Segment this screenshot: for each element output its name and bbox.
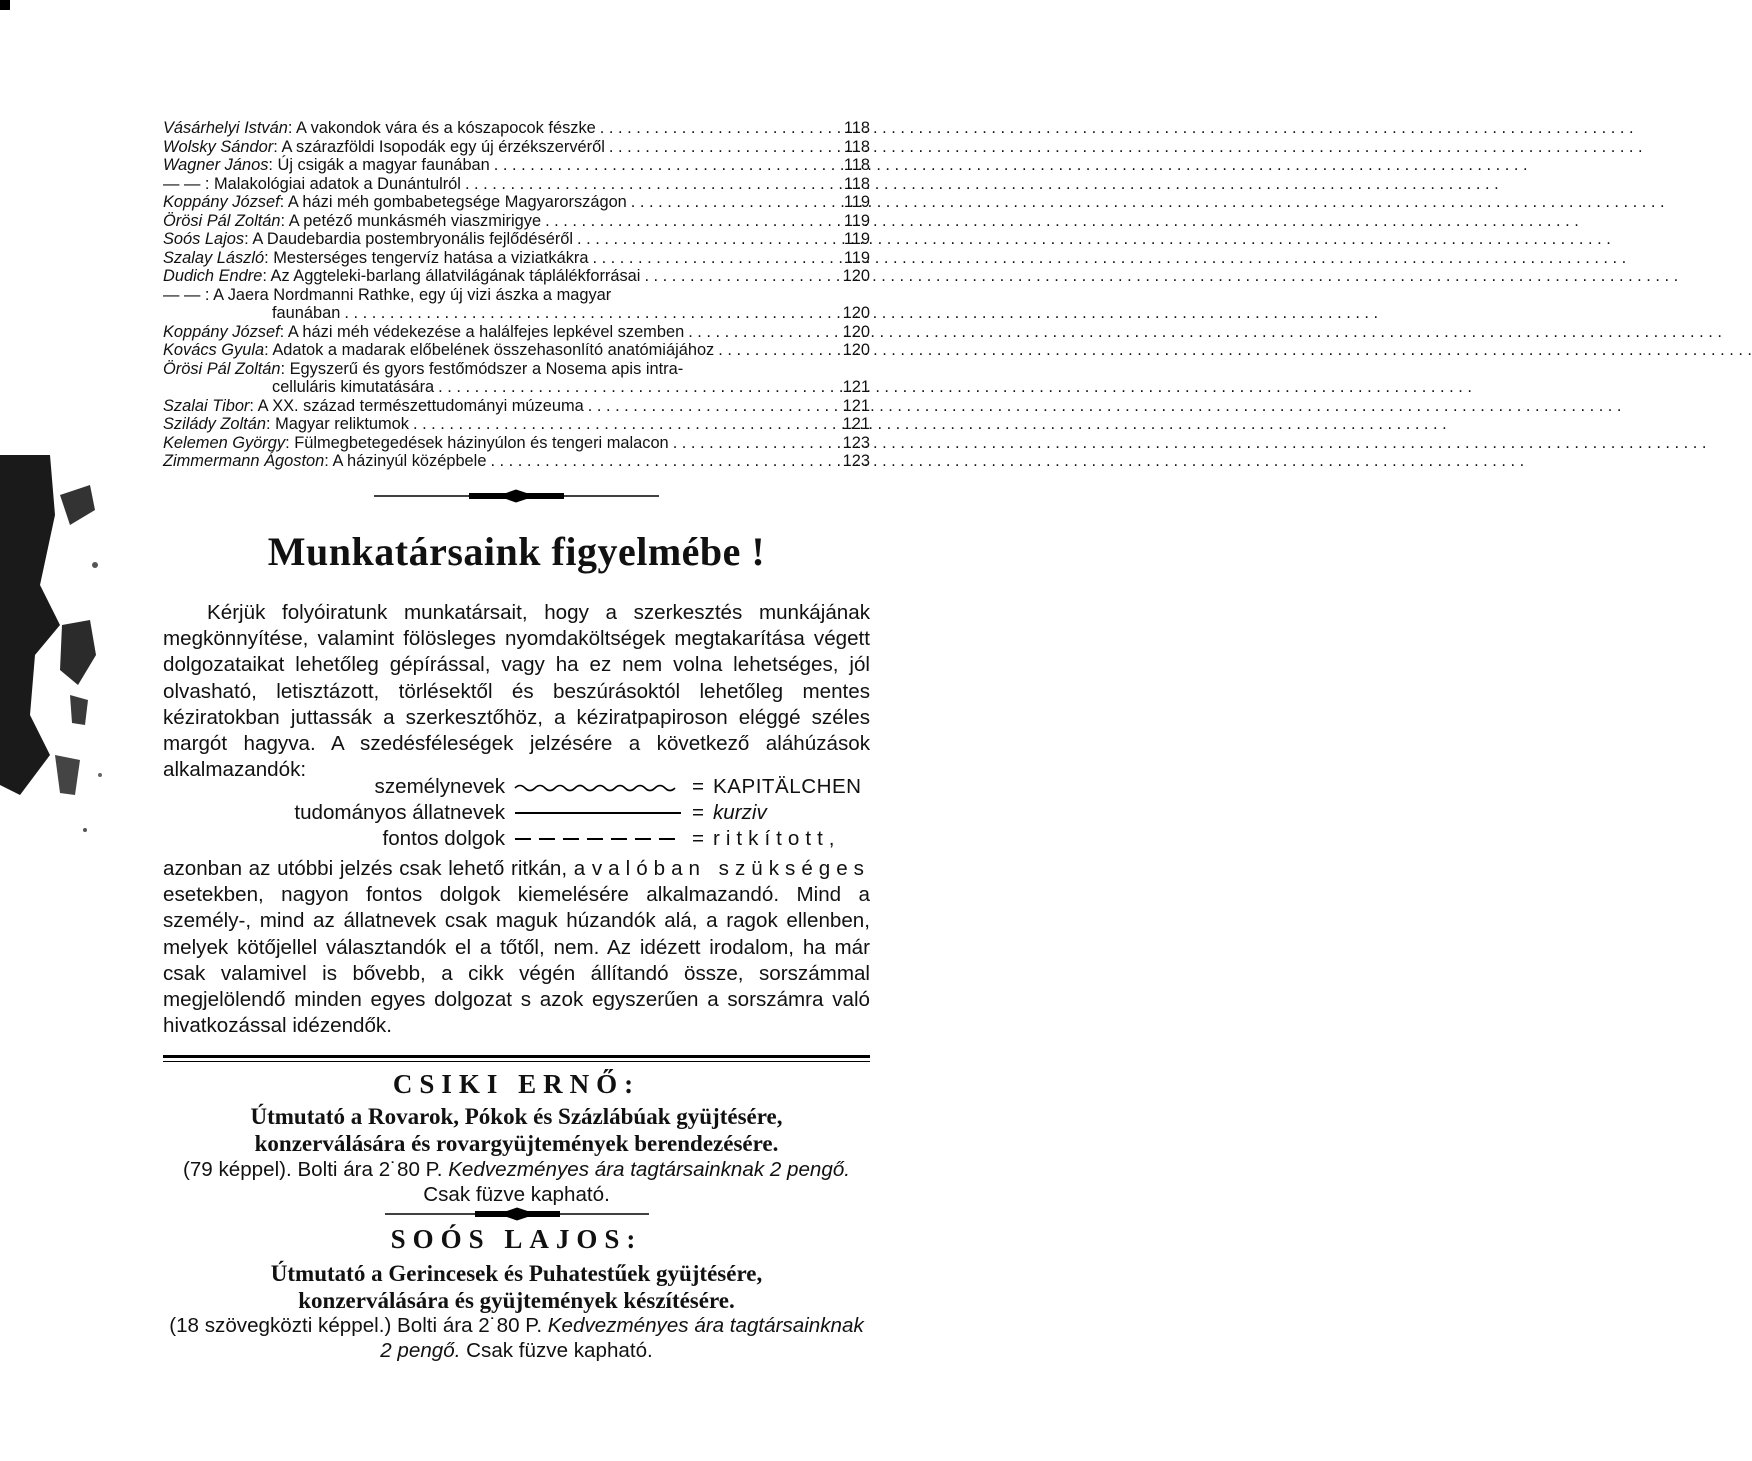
scan-edge-noise xyxy=(0,455,115,855)
toc-entry: Soós Lajos: A Daudebardia postembryonális fejlődéséről . . . 119 xyxy=(163,230,870,249)
spaced-emphasis: valóban szükséges xyxy=(591,857,870,880)
book-author: SOÓS LAJOS: xyxy=(390,1224,643,1254)
toc-entry-continuation: celluláris kimutatására . . . 121 xyxy=(163,378,870,397)
toc-entry: Koppány József: A házi méh védekezése a halálfejes lepkével szemben . . . 120 xyxy=(163,323,870,342)
toc-entry: Kovács Gyula: Adatok a madarak előbelének összehasonlító anatómiájához . . . 120 xyxy=(163,341,870,360)
equals-sign: = xyxy=(691,827,705,850)
wavy-underline-mark xyxy=(513,780,683,794)
dashed-underline-mark xyxy=(513,832,683,846)
legend-row xyxy=(240,774,880,800)
book-author: CSIKI ERNŐ: xyxy=(392,1069,641,1099)
equals-sign: = xyxy=(691,801,705,824)
toc-entry: Wagner János: Új csigák a magyar faunában . . . 118 xyxy=(163,156,870,175)
legend-term: személynevek xyxy=(374,775,505,798)
book-title: Útmutató a Rovarok, Pókok és Százlábúak gyüjtésére, konzerválására és rovargyüjtemények berendezésére. xyxy=(250,1104,783,1156)
legend-term: tudományos állatnevek xyxy=(294,801,505,824)
toc-entry: Zimmermann Ágoston: A házinyúl középbele . . . 123 xyxy=(163,452,870,471)
toc-entry: — — : A Jaera Nordmanni Rathke, egy új vizi ászka a magyar xyxy=(163,285,612,304)
toc-entry: Szalai Tibor: A XX. század természettudományi múzeuma . . . 121 xyxy=(163,397,870,416)
scan-corner-mark xyxy=(0,0,10,10)
double-rule-bottom xyxy=(163,1061,870,1062)
markup-legend xyxy=(240,774,880,852)
book-info: (18 szövegközti képpel.) Bolti ára 2˙80 P. Kedvezményes ára tagtársainknak 2 pengő. Csak füzve kapható. xyxy=(169,1314,864,1362)
toc-entry: Wolsky Sándor: A szárazföldi Isopodák egy új érzékszervéről . . . 118 xyxy=(163,138,870,157)
ornament-divider xyxy=(385,1208,649,1220)
toc-entry: Szalay László: Mesterséges tengervíz hatása a viziatkákra . . . 119 xyxy=(163,249,870,268)
toc-entry-continuation: faunában . . . 120 xyxy=(163,304,870,323)
toc-entry: Vásárhelyi István: A vakondok vára és a kószapocok fészke . . . 118 xyxy=(163,119,870,138)
book-info: (79 képpel). Bolti ára 2˙80 P. Kedvezményes ára tagtársainknak 2 pengő. Csak füzve kapható. xyxy=(182,1158,851,1206)
double-rule-top xyxy=(163,1055,870,1058)
notice-paragraph: Kérjük folyóiratunk munkatársait, hogy a szerkesztés munkájának megkönnyítése, valamint fölösleges nyomdaköltségek megtakarítása végett dolgozataikat lehetőleg gépírással, vagy ha ez nem volna lehetséges, jól olvasható, letisztázott, törlésektől és beszúrásoktól lehetőleg mentes kéziratokban juttassák a szerkesztőhöz, a kéziratpapiroson eléggé széles margót hagyva. A szedésféleségek jelzésére a következő aláhúzások alkalmazandók: xyxy=(163,601,870,782)
toc-entry: Sziládу Zoltán: Magyar reliktumok . . . 121 xyxy=(163,415,870,434)
legend-row xyxy=(240,800,880,826)
legend-term: fontos dolgok xyxy=(382,827,505,850)
book-title: Útmutató a Gerincesek és Puhatestűek gyüjtésére, konzerválására és gyüjtemények készítésére. xyxy=(270,1261,763,1313)
equals-sign: = xyxy=(691,775,705,798)
legend-value: kurziv xyxy=(713,801,767,824)
toc-entry: Kelemen György: Fülmegbetegedések házinyúlon és tengeri malacon . . . 123 xyxy=(163,434,870,453)
table-of-contents xyxy=(163,119,870,471)
legend-row xyxy=(240,826,880,852)
ornament-divider xyxy=(374,490,659,502)
notice-paragraph-continued: azonban az utóbbi jelzés csak lehető ritkán, a valóban szükséges esetekben, nagyon fontos dolgok kiemelésére alkalmazandó. Mind a személy-, mind az állatnevek csak maguk húzandók alá, a ragok ellenben, melyek kötőjellel választandók el a tőtől, nem. Az idézett irodalom, ha már csak valamivel is bővebb, a cikk végén állítandó össze, sorszámmal megjelölendő minden egyes dolgozat s azok egyszerűen a sorszámra való hivatkozással idézendők. xyxy=(163,857,870,1038)
toc-entry: Dudich Endre: Az Aggteleki-barlang állatvilágának táplálékforrásai . . . 120 xyxy=(163,267,870,286)
toc-entry: — — : Malakológiai adatok a Dunántulról . . . 118 xyxy=(163,175,870,194)
toc-entry: Örösi Pál Zoltán: Egyszerű és gyors festőmódszer a Nosema apis intra- xyxy=(163,359,684,378)
legend-value: ritkított, xyxy=(713,827,841,850)
legend-value: KAPITÄLCHEN xyxy=(713,775,862,798)
notice-title: Munkatársaink figyelmébe ! xyxy=(267,529,766,574)
solid-underline-mark xyxy=(513,806,683,820)
toc-entry: Örösi Pál Zoltán: A petéző munkásméh viaszmirigye . . . 119 xyxy=(163,212,870,231)
toc-entry: Koppány József: A házi méh gombabetegsége Magyarországon . . . 119 xyxy=(163,193,870,212)
